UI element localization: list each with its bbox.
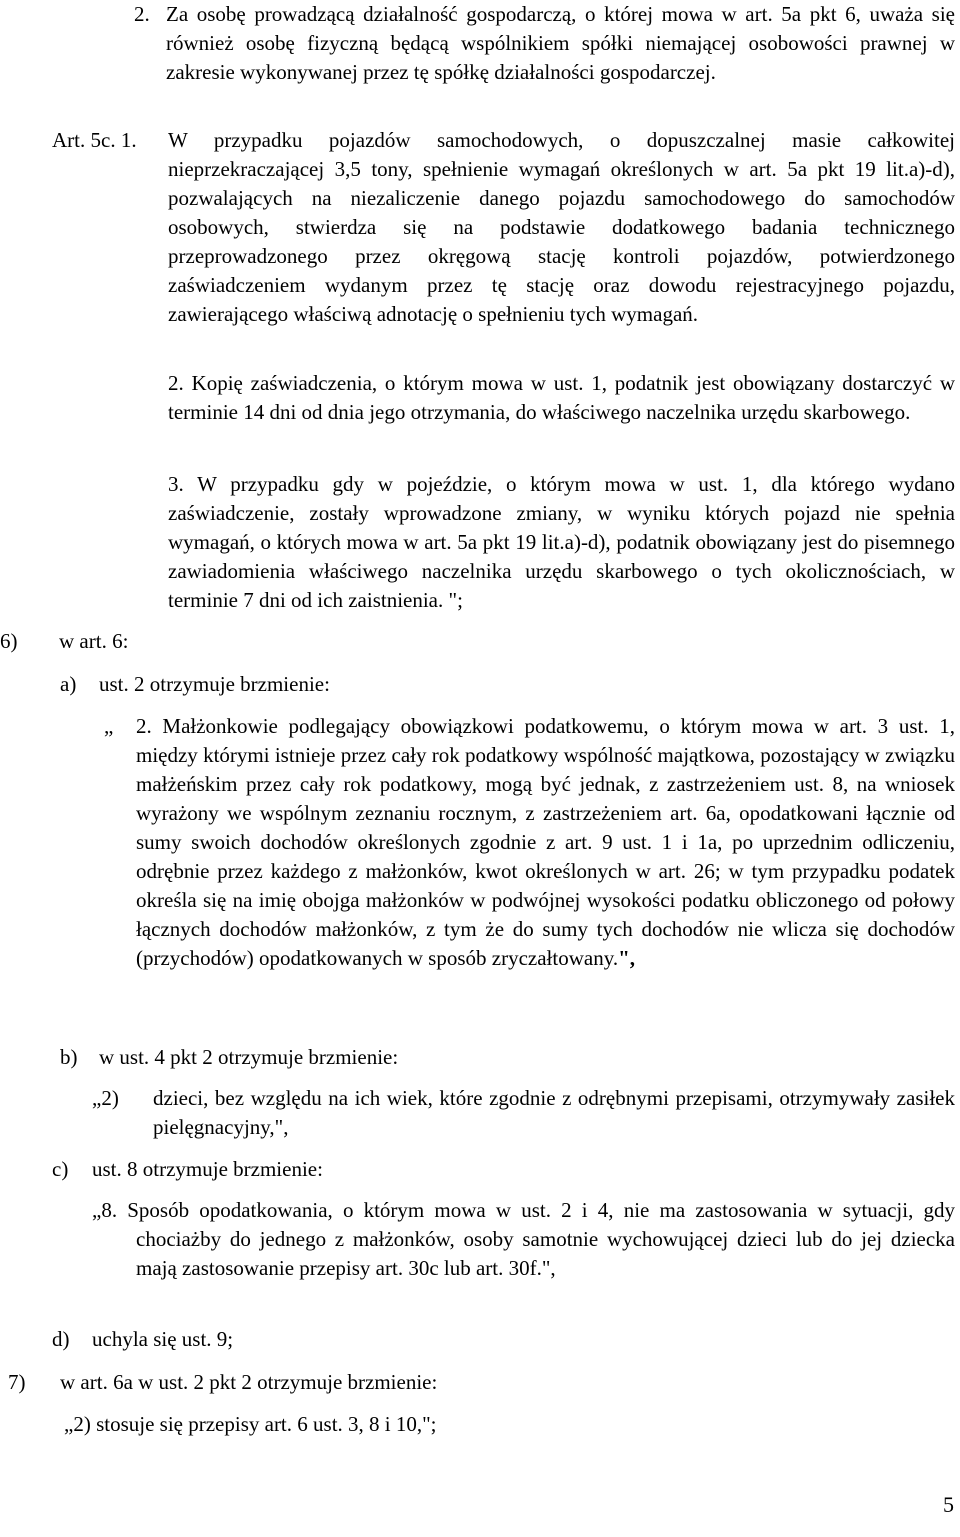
article-heading: Art. 5c. 1.	[52, 128, 137, 152]
art5c-paragraph-3: 3. W przypadku gdy w pojeździe, o którym mowa w ust. 1, dla którego wydano zaświadczenie, zostały wprowadzone zmiany, w wyniku których pojazd nie spełnia wymagań, o których mowa w art. 5a pkt 19 lit.a)-d), podatnik obowiązany jest do pisemnego zawiadomienia właściwego naczelnika urzędu skarbowego o tych okolicznościach, w terminie 7 dni od ich zaistnienia. ";	[168, 472, 955, 612]
art5c-paragraph-1	[52, 126, 955, 329]
item-b	[60, 1043, 399, 1072]
point-7	[8, 1368, 438, 1397]
opening-quote: „	[104, 714, 114, 738]
point-text: w art. 6:	[59, 629, 129, 653]
art5c-paragraph-2: 2. Kopię zaświadczenia, o którym mowa w ust. 1, podatnik jest obowiązany dostarczyć w terminie 14 dni od dnia jego otrzymania, do właściwego naczelnika urzędu skarbowego.	[168, 371, 955, 424]
point-number: 7)	[8, 1370, 26, 1394]
quote-number: „2)	[92, 1086, 119, 1110]
item-c	[52, 1155, 323, 1184]
item-d	[52, 1325, 234, 1354]
quote-text: dzieci, bez względu na ich wiek, które zgodnie z odrębnymi przepisami, otrzymywały zasiłek pielęgnacyjny,",	[153, 1086, 955, 1139]
point-number: 6)	[0, 629, 18, 653]
quote-text	[136, 712, 955, 973]
quote-text: „8. Sposób opodatkowania, o którym mowa w ust. 2 i 4, nie ma zastosowania w sytuacji, gdy chociażby do jednego z małżonków, osoby samotnie wychowującej dzieci lub do jej dziecka mają zastosowanie przepisy art. 30c lub art. 30f.",	[92, 1198, 955, 1280]
closing-quote: ",	[618, 946, 635, 970]
item-text: uchyla się ust. 9;	[92, 1327, 234, 1351]
item-letter: a)	[60, 672, 77, 696]
paragraph-number: 2.	[134, 2, 150, 26]
art6-ust2-quote	[104, 712, 955, 973]
art6a-quote: „2) stosuje się przepisy art. 6 ust. 3, 8 i 10,";	[64, 1412, 437, 1436]
point-6	[0, 627, 129, 656]
paragraph-text: W przypadku pojazdów samochodowych, o dopuszczalnej masie całkowitej nieprzekraczającej 3,5 tony, spełnienie wymagań określonych w art. 5a pkt 19 lit.a)-d), pozwalających na niezaliczenie danego pojazdu samochodowego do samochodów osobowych, stwierdza się na podstawie dodatkowego badania technicznego przeprowadzonego przez okręgową stację kontroli pojazdów, potwierdzonego zaświadczeniem wydanym przez tę stację oraz dowodu rejestracyjnego pojazdu, zawierającego właściwą adnotację o spełnieniu tych wymagań.	[168, 128, 955, 326]
point-text: w art. 6a w ust. 2 pkt 2 otrzymuje brzmienie:	[60, 1370, 438, 1394]
item-a	[60, 670, 330, 699]
item-text: w ust. 4 pkt 2 otrzymuje brzmienie:	[99, 1045, 399, 1069]
item-letter: b)	[60, 1045, 78, 1069]
art6-ust8-quote	[92, 1196, 955, 1283]
quote-body: 2. Małżonkowie podlegający obowiązkowi podatkowemu, o którym mowa w art. 3 ust. 1, między którymi istnieje przez cały rok podatkowy wspólność majątkowa, pozostający w związku małżeńskim przez cały rok podatkowy, mogą być jednak, z zastrzeżeniem ust. 8, na wniosek wyrażony we wspólnym zeznaniu rocznym, z zastrzeżeniem art. 6a, opodatkowani łącznie od sumy swoich dochodów określonych zgodnie z art. 9 ust. 1 i 1a, po uprzednim odliczeniu, odrębnie przez każdego z małżonków, kwot określonych w art. 26; w tym przypadku podatek określa się na imię obojga małżonków w podwójnej wysokości podatku obliczonego od połowy łącznych dochodów małżonków, z tym że do sumy tych dochodów nie wlicza się dochodów (przychodów) opodatkowanych w sposób zryczałtowany.	[136, 714, 955, 970]
paragraph-text: Za osobę prowadzącą działalność gospodarczą, o której mowa w art. 5a pkt 6, uważa się również osobę fizyczną będącą wspólnikiem spółki niemającej osobowości prawnej w zakresie wykonywanej przez tę spółkę działalności gospodarczej.	[166, 2, 955, 84]
art5b-paragraph-2	[134, 0, 955, 87]
item-letter: d)	[52, 1327, 70, 1351]
art6-ust4-pkt2-quote	[92, 1084, 955, 1142]
item-text: ust. 8 otrzymuje brzmienie:	[92, 1157, 323, 1181]
page-number: 5	[943, 1492, 954, 1517]
item-letter: c)	[52, 1157, 69, 1181]
item-text: ust. 2 otrzymuje brzmienie:	[99, 672, 330, 696]
